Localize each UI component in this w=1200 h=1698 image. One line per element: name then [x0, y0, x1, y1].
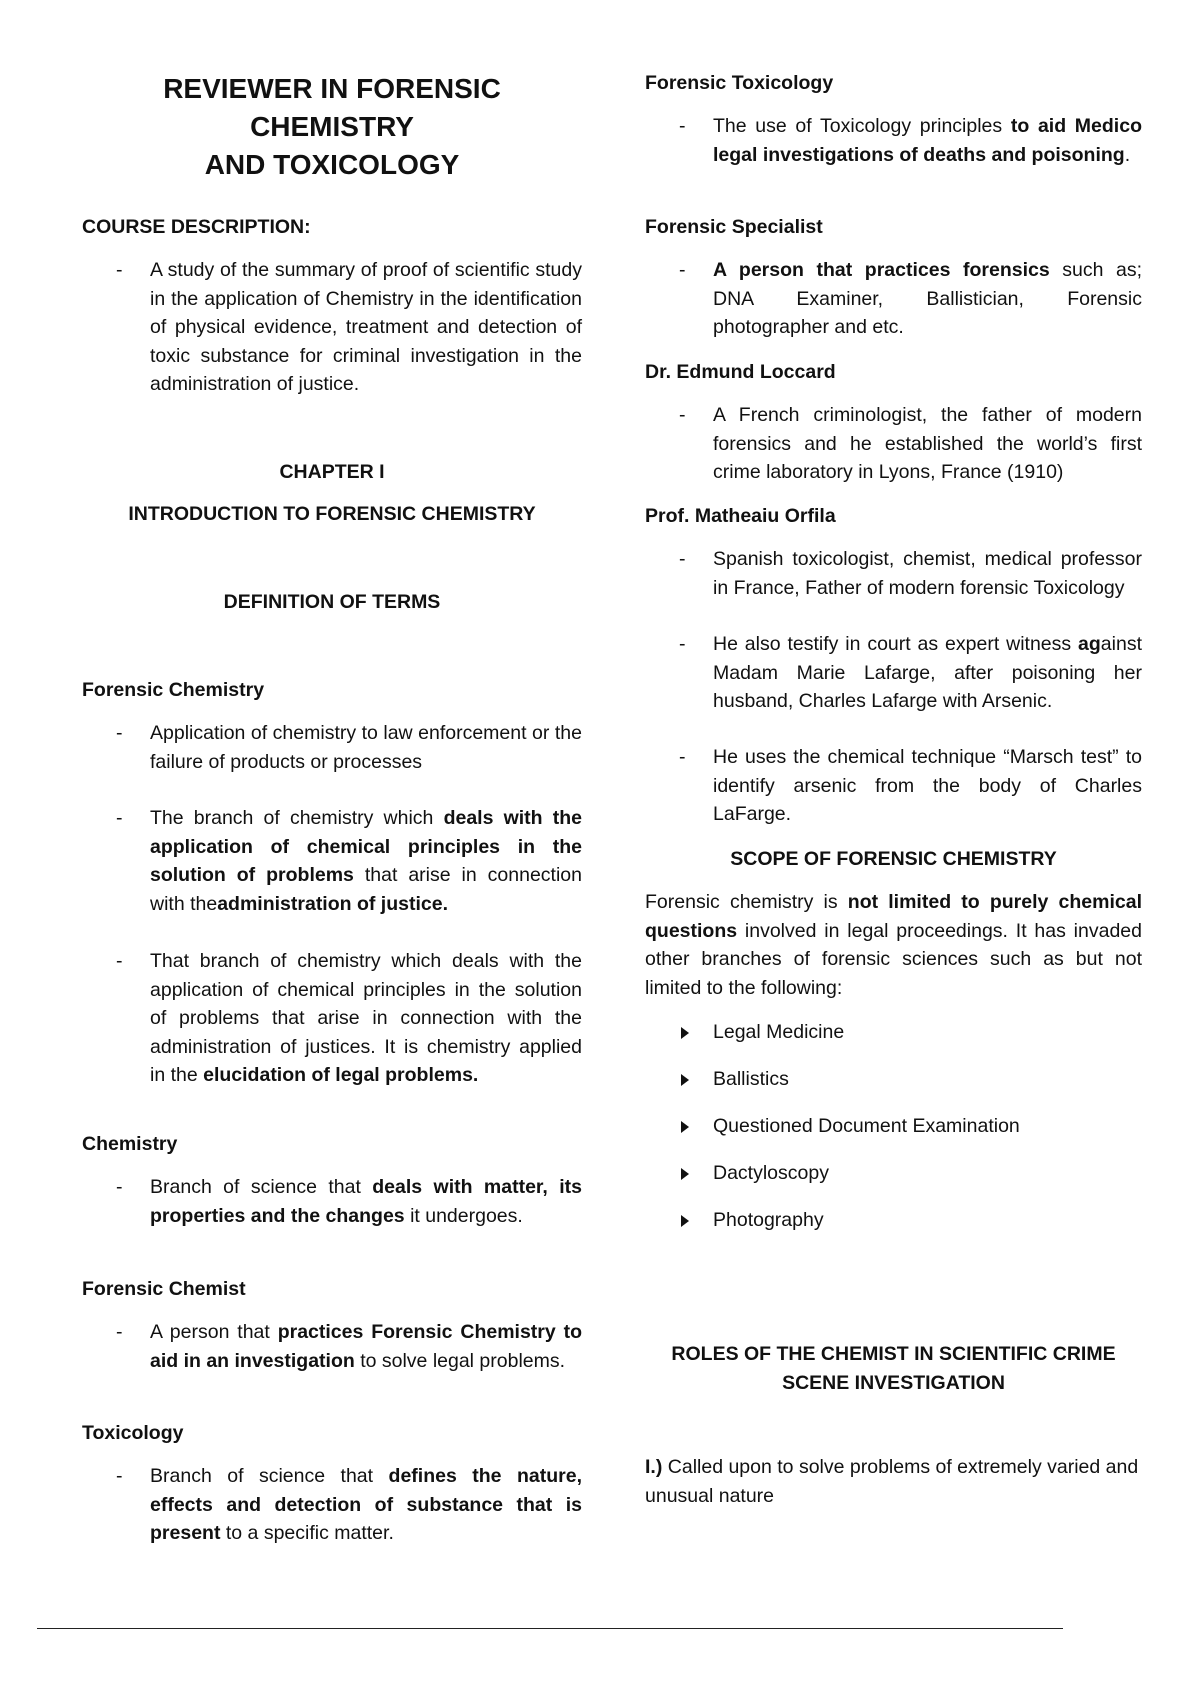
course-description-text: - A study of the summary of proof of scientific study in the application of Chemistry in the identification of physical evidence, treatment and detection of toxic substance for criminal investigation in the administration of justice.	[82, 256, 582, 399]
bullet-arrow-icon	[681, 1215, 689, 1227]
orfila-def-1: - Spanish toxicologist, chemist, medical professor in France, Father of modern forensic Toxicology	[645, 545, 1142, 602]
scope-item-photography: Photography	[645, 1206, 1142, 1235]
footer-rule	[37, 1628, 1063, 1629]
forensic-chemistry-def-3: - That branch of chemistry which deals with the application of chemical principles in the solution of problems that arise in connection with the administration of justices. It is chemistry applied in the elucidation of legal problems.	[82, 947, 582, 1090]
chapter-title: INTRODUCTION TO FORENSIC CHEMISTRY	[128, 503, 536, 525]
scope-item-questioned-document: Questioned Document Examination	[645, 1112, 1142, 1141]
chapter-label: CHAPTER I	[279, 461, 385, 483]
roles-heading-line-2: SCENE INVESTIGATION	[782, 1371, 1005, 1394]
definition-of-terms-heading: DEFINITION OF TERMS	[223, 591, 441, 613]
course-description-heading: COURSE DESCRIPTION:	[82, 216, 311, 238]
term-forensic-toxicology: Forensic Toxicology	[645, 72, 834, 94]
scope-item-ballistics: Ballistics	[645, 1065, 1142, 1094]
roles-item-1: I.) Called upon to solve problems of extremely varied and unusual nature	[645, 1456, 1139, 1507]
forensic-toxicology-def: - The use of Toxicology principles to aid Medico legal investigations of deaths and poisoning.	[645, 112, 1142, 169]
toxicology-def: - Branch of science that defines the nature, effects and detection of substance that is present to a specific matter.	[82, 1462, 582, 1548]
orfila-def-2: - He also testify in court as expert witness against Madam Marie Lafarge, after poisoning her husband, Charles Lafarge with Arsenic.	[645, 630, 1142, 716]
title-line-1: REVIEWER IN FORENSIC CHEMISTRY	[163, 73, 501, 142]
forensic-chemist-def: - A person that practices Forensic Chemistry to aid in an investigation to solve legal problems.	[82, 1318, 582, 1375]
term-forensic-chemist: Forensic Chemist	[82, 1278, 246, 1300]
roles-heading-line-1: ROLES OF THE CHEMIST IN SCIENTIFIC CRIME	[671, 1343, 1116, 1365]
loccard-def: - A French criminologist, the father of modern forensics and he established the world’s first crime laboratory in Lyons, France (1910)	[645, 401, 1142, 487]
term-matheaiu-orfila: Prof. Matheaiu Orfila	[645, 505, 836, 527]
title-line-2: AND TOXICOLOGY	[204, 149, 460, 180]
scope-paragraph: Forensic chemistry is not limited to purely chemical questions involved in legal proceedings. It has invaded other branches of forensic sciences such as but not limited to the following:	[645, 891, 1142, 999]
term-edmund-loccard: Dr. Edmund Loccard	[645, 361, 836, 383]
forensic-chemistry-def-2: - The branch of chemistry which deals with the application of chemical principles in the solution of problems that arise in connection with theadministration of justice.	[82, 804, 582, 918]
document-title	[82, 70, 582, 184]
orfila-def-3: - He uses the chemical technique “Marsch test” to identify arsenic from the body of Charles LaFarge.	[645, 743, 1142, 829]
term-chemistry: Chemistry	[82, 1133, 178, 1155]
roles-heading	[645, 1340, 1142, 1397]
bullet-arrow-icon	[681, 1121, 689, 1133]
term-toxicology: Toxicology	[82, 1422, 184, 1444]
scope-item-dactyloscopy: Dactyloscopy	[645, 1159, 1142, 1188]
bullet-arrow-icon	[681, 1168, 689, 1180]
chemistry-def: - Branch of science that deals with matter, its properties and the changes it undergoes.	[82, 1173, 582, 1230]
scope-item-legal-medicine: Legal Medicine	[645, 1018, 1142, 1047]
term-forensic-specialist: Forensic Specialist	[645, 216, 823, 238]
bullet-arrow-icon	[681, 1074, 689, 1086]
term-forensic-chemistry: Forensic Chemistry	[82, 679, 265, 701]
bullet-arrow-icon	[681, 1027, 689, 1039]
scope-heading: SCOPE OF FORENSIC CHEMISTRY	[730, 848, 1057, 870]
forensic-chemistry-def-1: - Application of chemistry to law enforcement or the failure of products or processes	[82, 719, 582, 776]
forensic-specialist-def: - A person that practices forensics such as; DNA Examiner, Ballistician, Forensic photographer and etc.	[645, 256, 1142, 342]
